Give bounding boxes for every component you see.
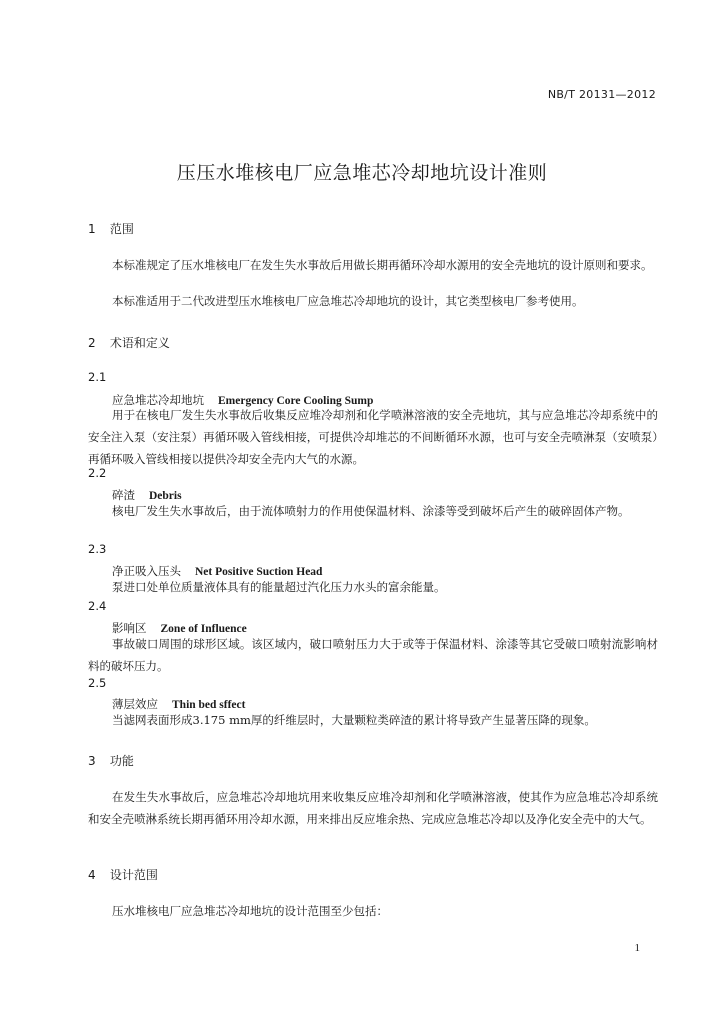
term-english: Debris <box>149 490 182 502</box>
section-title: 术语和定义 <box>109 336 170 350</box>
page-number: 1 <box>634 942 640 954</box>
section-2-heading <box>88 334 170 351</box>
section-4-paragraph-1: 压水堆核电厂应急堆芯冷却地坑的设计范围至少包括： <box>112 904 388 918</box>
section-number: 3 <box>88 754 96 768</box>
section-title: 功能 <box>109 754 134 768</box>
section-number: 1 <box>88 222 96 236</box>
section-title: 设计范围 <box>109 868 158 882</box>
term-chinese: 净正吸入压头 <box>112 564 181 578</box>
section-1-heading <box>88 220 134 237</box>
section-3-heading <box>88 752 134 769</box>
term-chinese: 应急堆芯冷却地坑 <box>112 393 204 407</box>
section-number: 4 <box>88 868 96 882</box>
term-definition: 事故破口周围的球形区域。该区域内，破口喷射压力大于或等于保温材料、涂漆等其它受破口喷射流影响材料的破坏压力。 <box>88 637 658 673</box>
term-english: Net Positive Suction Head <box>195 566 323 578</box>
term-number: 2.2 <box>88 466 107 480</box>
term-number: 2.4 <box>88 599 107 613</box>
term-english: Zone of Influence <box>160 623 247 635</box>
section-3-paragraph-1: 在发生失水事故后，应急堆芯冷却地坑用来收集反应堆冷却剂和化学喷淋溶液，使其作为应急堆芯冷却系统和安全壳喷淋系统长期再循环用冷却水源，用来排出反应堆余热、完成应急堆芯冷却以及净化安全壳中的大气。 <box>88 790 658 826</box>
term-number: 2.3 <box>88 542 107 556</box>
term-english: Emergency Core Cooling Sump <box>218 395 374 407</box>
section-number: 2 <box>88 336 96 350</box>
term-definition: 核电厂发生失水事故后，由于流体喷射力的作用使保温材料、涂漆等受到破坏后产生的破碎固体产物。 <box>112 504 630 518</box>
term-definition: 泵进口处单位质量液体具有的能量超过汽化压力水头的富余能量。 <box>112 580 446 594</box>
section-1-paragraph-2: 本标准适用于二代改进型压水堆核电厂应急堆芯冷却地坑的设计，其它类型核电厂参考使用。 <box>112 294 584 308</box>
section-4-heading <box>88 866 158 883</box>
document-number: NB/T 20131—2012 <box>547 88 656 101</box>
term-chinese: 碎渣 <box>112 488 135 502</box>
term-definition: 用于在核电厂发生失水事故后收集反应堆冷却剂和化学喷淋溶液的安全壳地坑，其与应急堆芯冷却系统中的安全注入泵（安注泵）再循环吸入管线相接，可提供冷却堆芯的不间断循环水源，也可与安全壳喷淋泵（安喷泵）再循环吸入管线相接以提供冷却安全壳内大气的水源。 <box>88 408 658 466</box>
term-definition: 当滤网表面形成3.175 mm厚的纤维层时，大量颗粒类碎渣的累计将导致产生显著压降的现象。 <box>112 713 596 727</box>
term-chinese: 薄层效应 <box>112 697 158 711</box>
section-title: 范围 <box>109 222 134 236</box>
section-1-paragraph-1: 本标准规定了压水堆核电厂在发生失水事故后用做长期再循环冷却水源用的安全壳地坑的设计原则和要求。 <box>112 258 653 272</box>
term-english: Thin bed sffect <box>172 699 246 711</box>
page-title: 压压水堆核电厂应急堆芯冷却地坑设计准则 <box>176 162 548 184</box>
term-number: 2.5 <box>88 676 107 690</box>
term-number: 2.1 <box>88 370 107 384</box>
term-chinese: 影响区 <box>112 621 147 635</box>
